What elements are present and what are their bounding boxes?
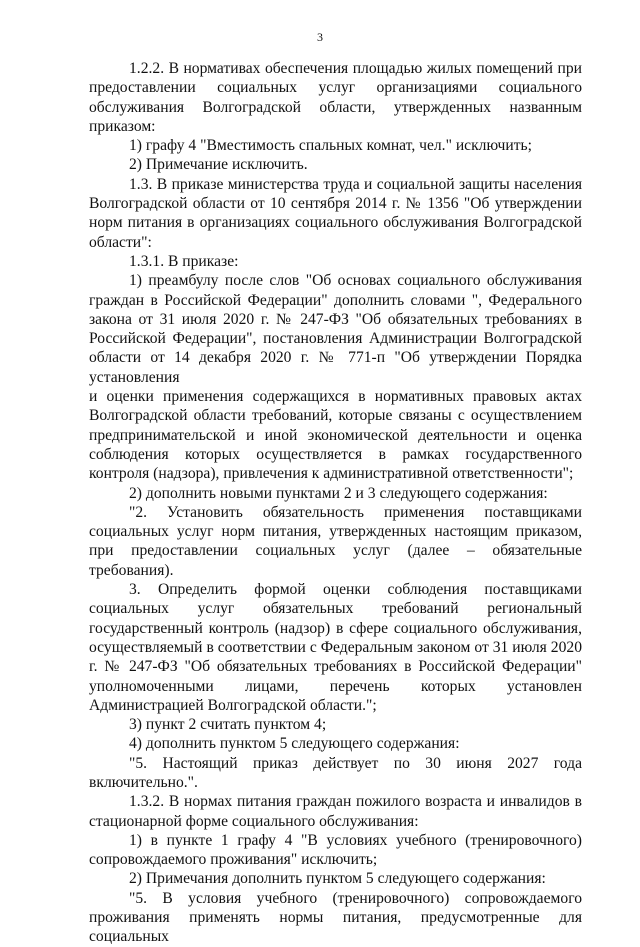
page-number: 3 — [317, 30, 323, 44]
paragraph-note-5: "5. В условия учебного (тренировочного) сопровождаемого проживания применять нормы питания, предусмотренные для социальных — [89, 889, 582, 946]
paragraph-1-2-2: 1.2.2. В нормативах обеспечения площадью жилых помещений при предоставлении социальных услуг организациями социального обслуживания Волгоградской области, утвержденных названным приказом: — [89, 60, 582, 135]
paragraph-renumber: 3) пункт 2 считать пунктом 4; — [129, 716, 327, 734]
paragraph-add-point-5: 4) дополнить пунктом 5 следующего содержания: — [129, 735, 460, 753]
paragraph-1-3-1: 1.3.1. В приказе: — [129, 252, 239, 270]
paragraph-point-3: 3. Определить формой оценки соблюдения поставщиками социальных услуг обязательных требований региональный государственный контроль (надзор) в сфере социального обслуживания, осуществляемый в соответствии с Федеральным законом от 31 июля 2020 г. № 247-ФЗ "Об обязательных требованиях в Российской Федерации" уполномоченными лицами, перечень которых установлен Администрацией Волгоградской области."; — [89, 581, 582, 714]
paragraph-item-2: 2) Примечание исключить. — [129, 156, 308, 174]
paragraph-norms-item-2: 2) Примечания дополнить пунктом 5 следующего содержания: — [129, 870, 546, 888]
paragraph-preamble-continued: и оценки применения содержащихся в нормативных правовых актах Волгоградской области требований, которые связаны с осуществлением предпринимательской и иной экономической деятельности и оценка соблюдения которых осуществляется в рамках государственного контроля (надзора), привлечения к административной ответственности"; — [89, 388, 582, 483]
paragraph-norms-item-1: 1) в пункте 1 графу 4 "В условиях учебного (тренировочного) сопровождаемого проживания" исключить; — [89, 831, 582, 869]
paragraph-add-points: 2) дополнить новыми пунктами 2 и 3 следующего содержания: — [129, 484, 548, 502]
paragraph-point-2: "2. Установить обязательность применения поставщиками социальных услуг норм питания, утвержденных настоящим приказом, при предоставлении социальных услуг (далее – обязательные требования). — [89, 503, 582, 579]
paragraph-1-3-2: 1.3.2. В нормах питания граждан пожилого возраста и инвалидов в стационарной форме социального обслуживания: — [89, 793, 582, 830]
paragraph-preamble: 1) преамбулу после слов "Об основах социального обслуживания граждан в Российской Федерации" дополнить словами ", Федерального закона от 31 июля 2020 г. № 247-ФЗ "Об обязательных требованиях в Российской Федерации", постановления Администрации Волгоградской области от 14 декабря 2020 г. № 771-п "Об утверждении Порядка установления — [89, 272, 582, 386]
paragraph-point-5: "5. Настоящий приказ действует по 30 июня 2027 года включительно.". — [89, 754, 582, 791]
paragraph-1-3: 1.3. В приказе министерства труда и социальной защиты населения Волгоградской области от 10 сентября 2014 г. № 1356 "Об утверждении норм питания в организациях социального обслуживания Волгоградской области": — [89, 175, 582, 251]
document-body — [89, 59, 582, 947]
paragraph-item-1: 1) графу 4 "Вместимость спальных комнат, чел." исключить; — [129, 137, 532, 155]
